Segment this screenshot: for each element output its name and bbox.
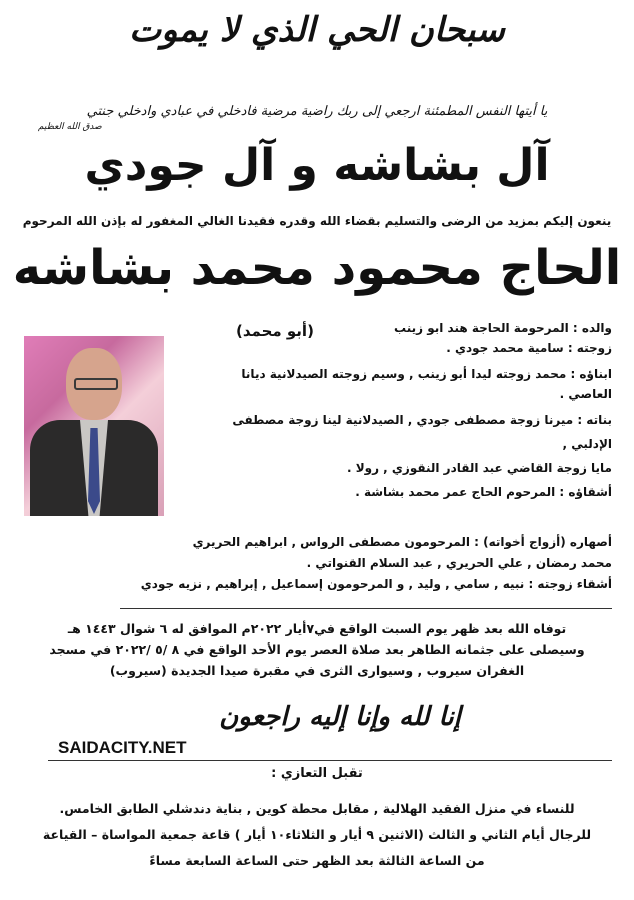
sadaqa-allah: صدق الله العظيم bbox=[38, 122, 102, 132]
announcement-text: ينعون إليكم بمزيد من الرضى والتسليم بقضاء الله وقدره فقيدنا الغالي المغفور له بإذن الله المرحوم bbox=[22, 214, 612, 228]
condolences-women: للنساء في منزل الفقيد الهلالية , مقابل محطة كوين , بناية دندشلي الطابق الخامس. bbox=[59, 801, 575, 816]
father-line: والده : المرحومة الحاجة هند ابو زينب bbox=[394, 321, 612, 335]
deceased-name: الحاج محمود محمد بشاشه bbox=[12, 240, 622, 296]
wife-line: زوجته : سامية محمد جودي . bbox=[446, 341, 612, 355]
daughters-line-continued: الإدلبي , bbox=[562, 437, 612, 451]
wife-siblings-line: أشقاء زوجته : نبيه , سامي , وليد , و المرحومون إسماعيل , إبراهيم , نزيه جودي bbox=[140, 577, 612, 591]
condolences-details bbox=[14, 796, 620, 874]
funeral-prayer-line: وسيصلى على جثمانه الطاهر بعد صلاة العصر يوم الأحد الواقع في ٨ /٥ /٢٠٢٢ في مسجد bbox=[49, 642, 585, 657]
condolences-men-hours: من الساعة الثالثة بعد الظهر حتى الساعة السابعة مساءً bbox=[149, 853, 485, 868]
deceased-photo bbox=[24, 336, 164, 516]
sons-line-continued: العاصي . bbox=[559, 387, 612, 401]
condolences-title: تقبل التعازي : bbox=[271, 766, 363, 781]
daughters-line-3: مايا زوجة القاضي عبد القادر النقوزي , رولا . bbox=[346, 461, 612, 475]
quran-verse: يا أيتها النفس المطمئنة ارجعي إلى ربك راضية مرضية فادخلي في عبادي وادخلي جنتي bbox=[86, 104, 548, 119]
death-date-line: توفاه الله بعد ظهر يوم السبت الواقع في٧أيار ٢٠٢٢م الموافق له ٦ شوال ١٤٤٣ هـ bbox=[67, 621, 567, 636]
condolences-men: للرجال أيام الثاني و الثالث (الاثنين ٩ أيار و الثلاثاء١٠ أيار ) قاعة جمعية المواساة – القياعة bbox=[42, 827, 592, 842]
inlaws-list bbox=[52, 532, 612, 595]
death-notice bbox=[14, 618, 620, 681]
divider bbox=[48, 760, 612, 761]
inlaws-line-continued: محمد رمضان , علي الحريري , عبد السلام القنواتي . bbox=[306, 556, 612, 570]
inlaws-line: أصهاره (أزواج أخواته) : المرحومون مصطفى الرواس , ابراهيم الحريري bbox=[192, 535, 612, 549]
sons-line: ابناؤه : محمد زوجته ليدا أبو زينب , وسيم زوجته الصيدلانية ديانا bbox=[241, 367, 612, 381]
brothers-line: أشقاؤه : المرحوم الحاج عمر محمد بشاشة . bbox=[355, 485, 612, 499]
nickname: (أبو محمد) bbox=[236, 322, 314, 340]
calligraphy-title: سبحان الحي الذي لا يموت bbox=[129, 10, 505, 50]
burial-line: الغفران سيروب , وسيوارى الثرى في مقبرة صيدا الجديدة (سيروب) bbox=[109, 663, 525, 678]
daughters-line: بناته : ميرنا زوجة مصطفى جودي , الصيدلانية لينا زوجة مصطفى bbox=[232, 413, 612, 427]
relatives-list bbox=[172, 318, 612, 502]
divider bbox=[120, 608, 612, 609]
inna-lillah-calligraphy: إنا لله وإنا إليه راجعون bbox=[219, 702, 461, 732]
family-names: آل بشاشه و آل جودي bbox=[84, 140, 550, 191]
website-watermark: SAIDACITY.NET bbox=[58, 738, 187, 757]
